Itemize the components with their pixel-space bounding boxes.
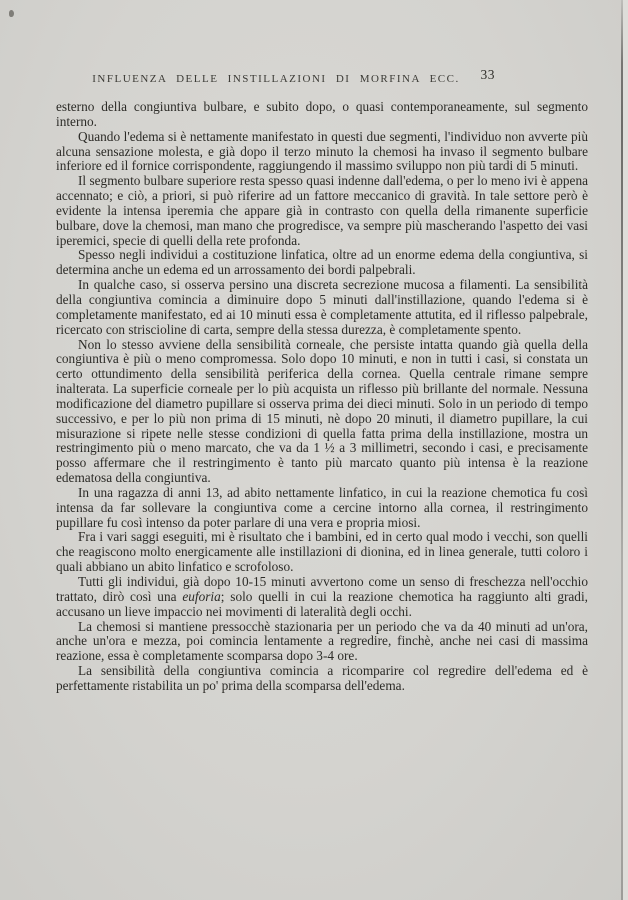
paragraph: esterno della congiuntiva bulbare, e subito dopo, o quasi contemporaneamente, sul segmento interno. [56,99,588,129]
paragraph: Quando l'edema si è nettamente manifestato in questi due segmenti, l'individuo non avverte più alcuna sensazione molesta, e già dopo il terzo minuto la chemosi ha invaso il segmento bulbare inferiore ed il fornice corrispondente, raggiungendo il massimo sviluppo non più tardi di 5 minuti. [56,128,588,174]
paragraph: Il segmento bulbare superiore resta spesso quasi indenne dall'edema, o per lo meno ivi è appena accennato; e ciò, a priori, si può riferire ad un fattore meccanico di gravità. In tale settore però è evidente la intensa iperemia che appare già in contrasto con quella della rimanente superficie bulbare, dove la chemosi, man mano che progredisce, va sempre più mascherando l'aspetto dei vasi iperemici, specie di quelli della rete profonda. [56,173,588,248]
paragraph: In qualche caso, si osserva persino una discreta secrezione mucosa a filamenti. La sensibilità della congiuntiva comincia a diminuire dopo 5 minuti dall'instillazione, quando l'edema si è completamente manifestato, ed ai 10 minuti essa è completamente attutita, ed il riflesso palpebrale, ricercato con striscioline di carta, sempre della stessa durezza, è completamente spento. [56,277,588,337]
paragraph: La chemosi si mantiene pressocchè stazionaria per un periodo che va da 40 minuti ad un'ora, anche un'ora e mezza, poi comincia lentamente a regredire, finchè, anche nei casi di massima reazione, essa è completamente scomparsa dopo 3-4 ore. [56,618,588,664]
paragraph: La sensibilità della congiuntiva comincia a ricomparire col regredire dell'edema ed è perfettamente ristabilita un po' prima della scomparsa dell'edema. [56,663,588,693]
scan-speck [9,10,14,17]
italic-term: euforia [182,588,221,604]
paragraph [56,575,588,620]
page-header [57,69,495,87]
page-number: 33 [480,67,495,82]
text-column [56,100,588,694]
paragraph-text: Tutti gli individui, già dopo 10-15 minuti avvertono come un senso di freschezza nell'occhio trattato, dirò così una [56,574,588,604]
paragraph: Fra i vari saggi eseguiti, mi è risultato che i bambini, ed in certo qual modo i vecchi, son quelli che reagiscono molto energicamente alle instillazioni di dionina, ed in linea generale, tutti coloro i quali abbiano un abito linfatico e scrofoloso. [56,529,588,575]
paragraph-text: ; solo quelli in cui la reazione chemotica ha raggiunto alti gradi, accusano un lieve impaccio nei movimenti di lateralità degli occhi. [56,588,588,619]
paragraph: In una ragazza di anni 13, ad abito nettamente linfatico, in cui la reazione chemotica fu così intensa da far sollevare la congiuntiva come a cercine intorno alla cornea, il restringimento pupillare fu così intenso da poter parlare di una vera e propria miosi. [56,484,588,530]
scan-edge-strip [623,0,628,900]
paragraph: Spesso negli individui a costituzione linfatica, oltre ad un enorme edema della congiuntiva, si determina anche un edema ed un arrossamento dei bordi palpebrali. [56,247,588,278]
running-title: INFLUENZA DELLE INSTILLAZIONI DI MORFINA ECC. [92,73,460,85]
scan-edge-line [621,0,623,900]
paragraph: Non lo stesso avviene della sensibilità corneale, che persiste intatta quando già quella della congiuntiva è più o meno compromessa. Solo dopo 10 minuti, e non in tutti i casi, si constata un certo ottundimento della sensibilità periferica della cornea. Quella centrale rimane sempre inalterata. La superficie corneale per lo più acquista un riflesso più brillante del normale. Nessuna modificazione del diametro pupillare si osserva prima dei dieci minuti. Solo in un periodo di tempo successivo, e per lo più non prima di 15 minuti, nè dopo 20 minuti, il diametro pupillare, la cui misurazione si ripete nelle stesse condizioni di quella fatta prima della instillazione, mostra un restringimento più o meno marcato, che va da 1 ½ a 3 millimetri, secondo i casi, e precisamente posso affermare che il restringimento è tanto più marcato quanto più intensa è la reazione edematosa della congiuntiva. [56,336,588,486]
